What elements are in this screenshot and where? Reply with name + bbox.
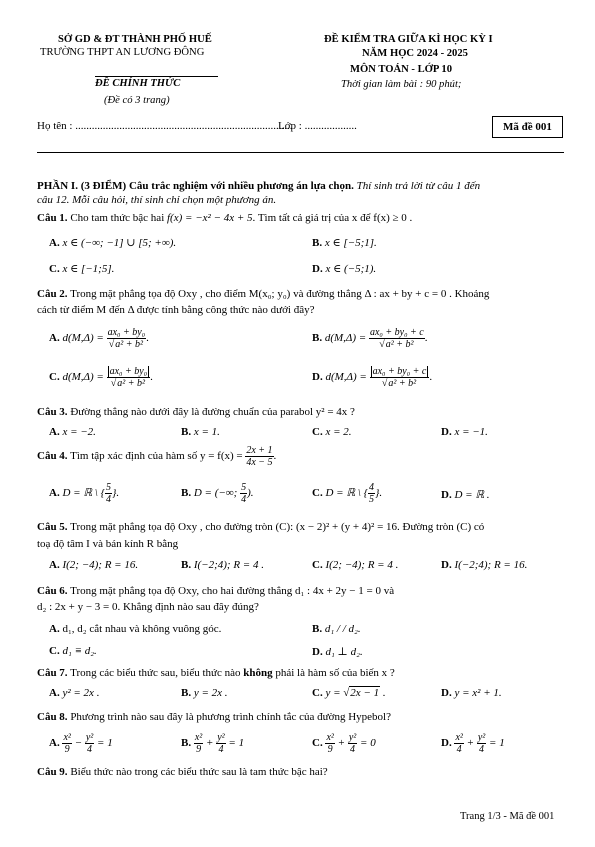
subject-grade: MÔN TOÁN - LỚP 10 — [350, 64, 453, 75]
q1-option-c[interactable] — [49, 262, 114, 275]
question-3 — [37, 405, 355, 419]
part1-instruction-a: Thí sinh trả lời từ câu 1 đến — [353, 180, 481, 192]
q2-option-c-lhs: d(M,Δ) = — [62, 371, 104, 384]
q4-option-c[interactable] — [312, 482, 382, 505]
q2-option-a-lhs: d(M,Δ) = — [62, 332, 104, 345]
question-9 — [37, 765, 328, 779]
q2-option-a-fraction: $\frac{\text{ax₀ + by₀}}{\text{√a² + b²}}$ — [107, 327, 146, 350]
q5-text-line2: toạ độ tâm I và bán kính R bằng — [37, 538, 179, 550]
q8-option-b-text: $\frac{\text{x²}}{9}$ + $\frac{\text{y²}}{4}$ = 1 — [194, 732, 245, 755]
question-8 — [37, 710, 391, 724]
q5-option-c[interactable] — [312, 559, 398, 571]
q4-option-d-letter: D. — [441, 489, 452, 501]
q2-option-c[interactable]: C. d(M,Δ) = $\frac{\text{ax₀ + by₀}}{\text{√a² + b²}}$ . — [49, 366, 153, 389]
q2-option-d[interactable]: D. d(M,Δ) = $\frac{\text{ax₀ + by₀ + c}}{\text{√a² + b²}}$ . — [312, 366, 433, 389]
q7-option-b[interactable] — [181, 687, 228, 699]
q2-option-a-letter: A. — [49, 332, 60, 345]
student-name-field[interactable]: Họ tên : ............................................................................... — [37, 120, 293, 132]
q5-option-a-letter: A. — [49, 559, 60, 571]
q8-label: Câu 8. — [37, 711, 68, 723]
question-6 — [37, 584, 394, 598]
q6-option-a[interactable] — [49, 623, 221, 635]
q4-function-fraction: $\frac{2x + 1}{4x - 5}$ — [246, 445, 273, 468]
q3-label: Câu 3. — [37, 406, 68, 418]
q6-label: Câu 6. — [37, 585, 68, 597]
q6-option-c-letter: C. — [49, 645, 60, 657]
q9-label: Câu 9. — [37, 766, 68, 778]
q8-option-c-letter: C. — [312, 737, 323, 750]
q6-option-b[interactable] — [312, 623, 361, 635]
q8-option-d-text: $\frac{\text{x²}}{4}$ + $\frac{\text{y²}}{4}$ = 1 — [455, 732, 505, 755]
q5-option-d-text: I(−2;4); R = 16. — [454, 559, 528, 571]
q2-text-line2: cách từ điểm M đến Δ được tính bằng công thức nào dưới đây? — [37, 304, 315, 316]
q1-option-a-text: x ∈ (−∞; −1] ∪ [5; +∞). — [62, 237, 177, 249]
q7-option-a-text: y² = 2x . — [62, 687, 100, 699]
q7-text-bold: không — [243, 667, 273, 679]
q6-option-d-text: d₁ ⊥ d₂. — [325, 646, 363, 658]
q6-option-c[interactable] — [49, 645, 97, 657]
q7-option-c-letter: C. — [312, 687, 323, 699]
page-footer: Trang 1/3 - Mã đề 001 — [460, 811, 555, 822]
q5-option-c-text: I(2; −4); R = 4 . — [325, 559, 399, 571]
part1-heading — [37, 179, 480, 193]
q3-option-d[interactable] — [441, 426, 488, 438]
q7-option-c[interactable] — [312, 687, 386, 699]
q7-option-a-letter: A. — [49, 687, 60, 699]
q7-option-d[interactable] — [441, 687, 502, 699]
q7-option-d-letter: D. — [441, 687, 452, 699]
q7-option-b-letter: B. — [181, 687, 192, 699]
q5-option-b-text: I(−2;4); R = 4 . — [193, 559, 264, 571]
q2-option-a[interactable]: A. d(M,Δ) = $\frac{\text{ax₀ + by₀}}{\text{√a² + b²}}$ . — [49, 327, 149, 350]
q1-option-b-text: x ∈ [−5;1]. — [324, 237, 377, 249]
q8-option-b-letter: B. — [181, 737, 192, 750]
q2-option-d-letter: D. — [312, 371, 323, 384]
exam-duration: Thời gian làm bài : 90 phút; — [341, 79, 462, 90]
q1-option-a[interactable] — [49, 236, 176, 249]
q3-option-a-text: x = −2. — [62, 426, 96, 438]
q5-option-a-text: I(2; −4); R = 16. — [62, 559, 139, 571]
q6-option-a-letter: A. — [49, 623, 60, 635]
official-label: ĐỀ CHÍNH THỨC — [95, 78, 181, 89]
q2-option-d-fraction: $\frac{\text{ax₀ + by₀ + c}}{\text{√a² + b²}}$ — [370, 366, 430, 389]
student-class-field[interactable]: Lớp : ................... — [278, 120, 357, 132]
school-year: NĂM HỌC 2024 - 2025 — [362, 48, 468, 59]
q2-option-c-fraction: $\frac{\text{ax₀ + by₀}}{\text{√a² + b²}}$ — [107, 366, 151, 389]
q1-label: Câu 1. — [37, 212, 68, 224]
school-department: SỞ GD & ĐT THÀNH PHỐ HUẾ — [58, 34, 212, 45]
q4-option-a[interactable] — [49, 482, 119, 505]
q4-label: Câu 4. — [37, 450, 68, 463]
q1-option-b-letter: B. — [312, 237, 323, 249]
q3-option-b-letter: B. — [181, 426, 192, 438]
q5-option-d[interactable] — [441, 559, 527, 571]
q8-option-d-letter: D. — [441, 737, 452, 750]
q1-option-a-letter: A. — [49, 237, 60, 249]
q3-option-a[interactable] — [49, 426, 96, 438]
question-5 — [37, 520, 484, 534]
q4-text: Tìm tập xác định của hàm số y = f(x) = — [70, 450, 243, 463]
q1-option-d-letter: D. — [312, 263, 323, 275]
q4-option-b[interactable] — [181, 482, 253, 505]
page-count-note: (Đề có 3 trang) — [104, 95, 170, 106]
q8-option-b[interactable] — [181, 732, 244, 755]
part1-title: PHẦN I. (3 ĐIỂM) Câu trắc nghiệm với nhiều phương án lựa chọn. — [37, 180, 354, 192]
q6-text: Trong mặt phẳng tọa độ Oxy, cho hai đường thẳng d₁ : 4x + 2y − 1 = 0 và — [70, 585, 395, 597]
q8-text: Phương trình nào sau đây là phương trình chính tắc của đường Hypebol? — [70, 711, 391, 723]
q6-option-d[interactable] — [312, 645, 363, 658]
q6-option-b-letter: B. — [312, 623, 323, 635]
q3-option-c-letter: C. — [312, 426, 323, 438]
header-divider — [37, 152, 564, 153]
part1-instruction-b: câu 12. Mỗi câu hỏi, thí sinh chỉ chọn một phương án. — [37, 194, 277, 206]
q4-option-c-text: D = ℝ \ { $\frac{4}{5}$ }. — [325, 482, 383, 505]
q1-tail: . Tìm tất cả giá trị của x để f(x) ≥ 0 . — [252, 212, 413, 224]
q8-option-a[interactable] — [49, 732, 113, 755]
q3-option-d-text: x = −1. — [454, 426, 488, 438]
q2-option-c-letter: C. — [49, 371, 60, 384]
question-7 — [37, 666, 395, 680]
q5-option-a[interactable] — [49, 559, 138, 571]
q7-label: Câu 7. — [37, 667, 68, 679]
q4-option-b-letter: B. — [181, 487, 192, 500]
q6-option-c-text: d₁ ≡ d₂. — [62, 645, 97, 657]
q4-option-a-text: D = ℝ \ { $\frac{5}{4}$ }. — [62, 482, 120, 505]
question-2 — [37, 287, 489, 301]
q3-option-c-text: x = 2. — [325, 426, 352, 438]
q1-option-b[interactable] — [312, 236, 377, 249]
q5-text: Trong mặt phẳng tọa độ Oxy , cho đường tròn (C): (x − 2)² + (y + 4)² = 16. Đường tròn (C) có — [70, 521, 485, 533]
q4-option-a-letter: A. — [49, 487, 60, 500]
q4-option-d[interactable] — [441, 488, 490, 501]
q1-option-d[interactable] — [312, 262, 376, 275]
q3-option-a-letter: A. — [49, 426, 60, 438]
q1-func: f(x) = −x² − 4x + 5 — [167, 212, 253, 224]
q7-option-b-text: y = 2x . — [193, 687, 228, 699]
q3-option-c[interactable] — [312, 426, 352, 438]
q2-option-b[interactable]: B. d(M,Δ) = $\frac{\text{ax₀ + by₀ + c}}{\text{√a² + b²}}$ . — [312, 327, 428, 350]
exam-title: ĐỀ KIỂM TRA GIỮA KÌ HỌC KỲ I — [324, 34, 493, 45]
exam-code-box: Mã đề 001 — [492, 116, 563, 138]
q8-option-a-text: $\frac{\text{x²}}{9}$ − $\frac{\text{y²}}{4}$ = 1 — [63, 732, 113, 755]
q8-option-d[interactable] — [441, 732, 505, 755]
q2-option-d-lhs: d(M,Δ) = — [325, 371, 367, 384]
q2-text: Trong mặt phẳng tọa độ Oxy , cho điểm M(x₀; y₀) và đường thẳng Δ : ax + by + c = 0 . Khoảng — [70, 288, 490, 300]
q3-option-d-letter: D. — [441, 426, 452, 438]
q4-option-c-letter: C. — [312, 487, 323, 500]
q6-text-line2: d₂ : 2x + y − 3 = 0. Khẳng định nào sau đây đúng? — [37, 601, 259, 613]
q2-label: Câu 2. — [37, 288, 68, 300]
q5-label: Câu 5. — [37, 521, 68, 533]
q7-option-a[interactable] — [49, 687, 99, 699]
q8-option-c-text: $\frac{\text{x²}}{9}$ + $\frac{\text{y²}}{4}$ = 0 — [326, 732, 376, 755]
q7-option-c-text: y = √2x − 1 . — [325, 687, 386, 699]
q6-option-d-letter: D. — [312, 646, 323, 658]
q3-text: Đường thẳng nào dưới đây là đường chuẩn của parabol y² = 4x ? — [70, 406, 355, 418]
q2-option-b-lhs: d(M,Δ) = — [324, 332, 367, 345]
q8-option-c[interactable] — [312, 732, 376, 755]
q1-text: Cho tam thức bậc hai — [70, 212, 165, 224]
q2-option-b-letter: B. — [312, 332, 323, 345]
q9-text: Biểu thức nào trong các biểu thức sau là tam thức bậc hai? — [70, 766, 328, 778]
q4-option-b-text: D = (−∞; $\frac{5}{4}$ ). — [193, 482, 254, 505]
q7-text-b: phải là hàm số của biến x ? — [272, 667, 395, 679]
q5-option-b-letter: B. — [181, 559, 192, 571]
q7-text-a: Trong các biểu thức sau, biểu thức nào — [70, 667, 244, 679]
school-name: TRƯỜNG THPT AN LƯƠNG ĐÔNG — [40, 47, 205, 58]
q4-option-d-text: D = ℝ . — [454, 489, 490, 501]
q6-option-a-text: d₁, d₂ cắt nhau và không vuông góc. — [62, 623, 222, 635]
q8-option-a-letter: A. — [49, 737, 60, 750]
q1-option-c-letter: C. — [49, 263, 60, 275]
official-overline — [95, 76, 218, 77]
q5-option-b[interactable] — [181, 559, 264, 571]
q3-option-b-text: x = 1. — [193, 426, 220, 438]
q7-option-d-text: y = x² + 1. — [454, 687, 502, 699]
q5-option-c-letter: C. — [312, 559, 323, 571]
q3-option-b[interactable] — [181, 426, 220, 438]
question-4: Câu 4. Tìm tập xác định của hàm số y = f(x) = $\frac{2x + 1}{4x - 5}$ . — [37, 445, 277, 468]
q2-option-b-fraction: $\frac{\text{ax₀ + by₀ + c}}{\text{√a² + b²}}$ — [369, 327, 424, 350]
question-1 — [37, 211, 412, 225]
q6-option-b-text: d₁ / / d₂. — [324, 623, 361, 635]
q1-option-d-text: x ∈ (−5;1). — [325, 263, 377, 275]
q5-option-d-letter: D. — [441, 559, 452, 571]
q1-option-c-text: x ∈ [−1;5]. — [62, 263, 115, 275]
